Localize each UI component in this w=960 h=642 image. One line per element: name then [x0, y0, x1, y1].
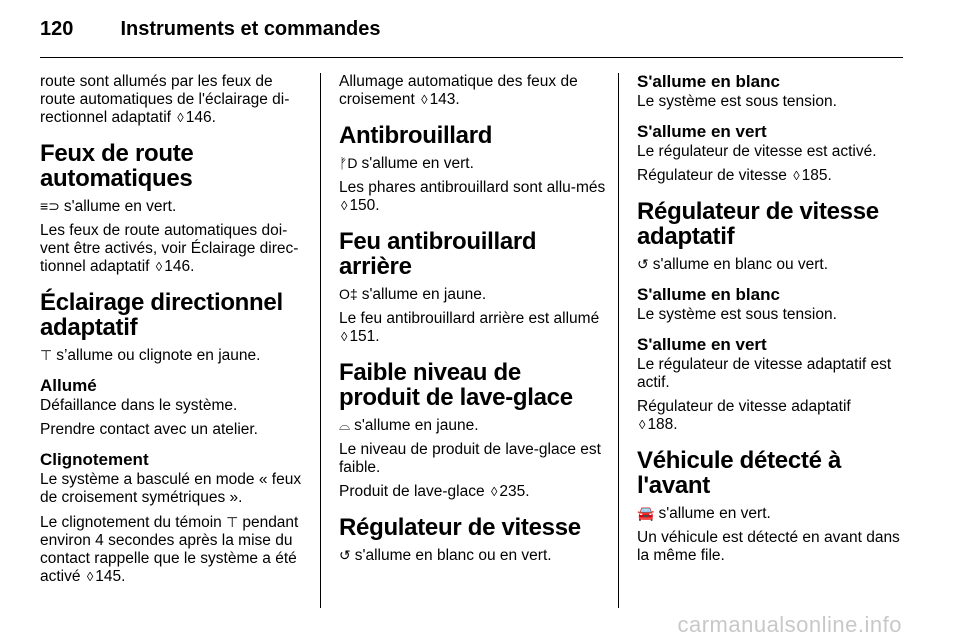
paragraph: Le système a basculé en mode « feux de croisement symétriques ». [40, 471, 302, 506]
indicator-line: ≡⊃ s'allume en vert. [40, 198, 177, 215]
section-heading: Régulateur de vitesse adaptatif [637, 198, 879, 250]
paragraph: route sont allumés par les feux de route automatiques de l'éclairage di-rectionnel adaptatif ◊ 146. [40, 73, 290, 126]
indicator-line: ᚠD s'allume en vert. [339, 155, 474, 172]
adaptive-lighting-icon: ⊤ [226, 514, 239, 530]
column-1 [40, 73, 306, 592]
column-3 [637, 73, 905, 571]
indicator-line: ⊤ s’allume ou clignote en jaune. [40, 347, 261, 364]
paragraph: Le feu antibrouillard arrière est allumé ◊ 151. [339, 310, 600, 345]
cross-reference-arrow-icon: ◊ [341, 329, 348, 344]
page-reference: 146. [185, 109, 216, 126]
paragraph: Allumage automatique des feux de croisement ◊ 143. [339, 73, 578, 108]
section-heading: Feux de route automatiques [40, 140, 194, 192]
cross-reference-arrow-icon: ◊ [177, 110, 184, 125]
page-reference: 146. [164, 258, 195, 275]
section-heading: Faible niveau de produit de lave-glace [339, 359, 573, 411]
watermark: carmanualsonline.info [677, 612, 902, 637]
paragraph: Régulateur de vitesse adaptatif ◊ 188. [637, 398, 851, 433]
paragraph: Le système est sous tension. [637, 93, 837, 110]
page-reference: 145. [95, 568, 126, 585]
section-heading: Antibrouillard [339, 122, 493, 149]
subheading: Allumé [40, 376, 97, 395]
auto-high-beam-icon: ≡⊃ [40, 198, 60, 214]
washer-fluid-icon: ⌓ [339, 417, 351, 433]
section-heading: Feu antibrouillard arrière [339, 228, 537, 280]
subheading: Clignotement [40, 450, 149, 469]
header-rule [40, 57, 903, 58]
page-reference: 151. [349, 328, 380, 345]
paragraph: Régulateur de vitesse ◊ 185. [637, 167, 832, 184]
adaptive-cruise-icon: ↺ [637, 256, 649, 272]
paragraph: Un véhicule est détecté en avant dans la même file. [637, 529, 900, 564]
rear-fog-icon: O‡ [339, 286, 358, 302]
paragraph: Le système est sous tension. [637, 306, 837, 323]
cross-reference-arrow-icon: ◊ [793, 168, 800, 183]
indicator-line: ↺ s'allume en blanc ou vert. [637, 256, 829, 273]
section-heading: Régulateur de vitesse [339, 514, 581, 541]
paragraph: Le régulateur de vitesse adaptatif est actif. [637, 356, 892, 391]
cross-reference-arrow-icon: ◊ [490, 484, 498, 499]
section-heading: Éclairage directionnel adaptatif [40, 289, 283, 341]
page-reference: 150. [349, 197, 380, 214]
paragraph: Le régulateur de vitesse est activé. [637, 143, 877, 160]
column-divider [320, 73, 321, 608]
cross-reference-arrow-icon: ◊ [341, 198, 348, 213]
cruise-control-icon: ↺ [339, 547, 351, 563]
column-divider [618, 73, 619, 608]
cross-reference-arrow-icon: ◊ [639, 417, 646, 432]
cross-reference-arrow-icon: ◊ [421, 92, 428, 107]
chapter-title: Instruments et commandes [120, 18, 381, 40]
indicator-line: ⌓ s'allume en jaune. [339, 417, 479, 434]
adaptive-lighting-icon: ⊤ [40, 347, 53, 363]
cross-reference-arrow-icon: ◊ [86, 569, 94, 584]
subheading: S'allume en vert [637, 335, 767, 354]
page-reference: 185. [801, 167, 832, 184]
indicator-line: ↺ s'allume en blanc ou en vert. [339, 547, 552, 564]
page-reference: 235. [499, 483, 530, 500]
paragraph: Les feux de route automatiques doi-vent être activés, voir Éclairage direc-tionnel adaptatif ◊ 146. [40, 222, 299, 275]
paragraph: Prendre contact avec un atelier. [40, 421, 258, 438]
vehicle-ahead-icon: 🚘 [637, 505, 655, 521]
cross-reference-arrow-icon: ◊ [155, 259, 163, 274]
page-reference: 188. [647, 416, 678, 433]
front-fog-icon: ᚠD [339, 155, 358, 171]
indicator-line: 🚘 s'allume en vert. [637, 505, 771, 522]
page-reference: 143. [429, 91, 460, 108]
paragraph: Le niveau de produit de lave-glace est faible. [339, 441, 601, 476]
subheading: S'allume en vert [637, 122, 767, 141]
paragraph: Les phares antibrouillard sont allu-més ◊ 150. [339, 179, 606, 214]
paragraph: Produit de lave-glace ◊ 235. [339, 483, 530, 500]
page-header [40, 18, 381, 48]
subheading: S'allume en blanc [637, 285, 780, 304]
column-2 [339, 73, 607, 571]
subheading: S'allume en blanc [637, 72, 780, 91]
section-heading: Véhicule détecté à l'avant [637, 447, 842, 499]
paragraph: Le clignotement du témoin ⊤ pendant environ 4 secondes après la mise du contact rappelle que le système a été activé ◊ 145. [40, 514, 299, 585]
paragraph: Défaillance dans le système. [40, 397, 238, 414]
indicator-line: O‡ s'allume en jaune. [339, 286, 487, 303]
page-number: 120 [40, 18, 74, 40]
